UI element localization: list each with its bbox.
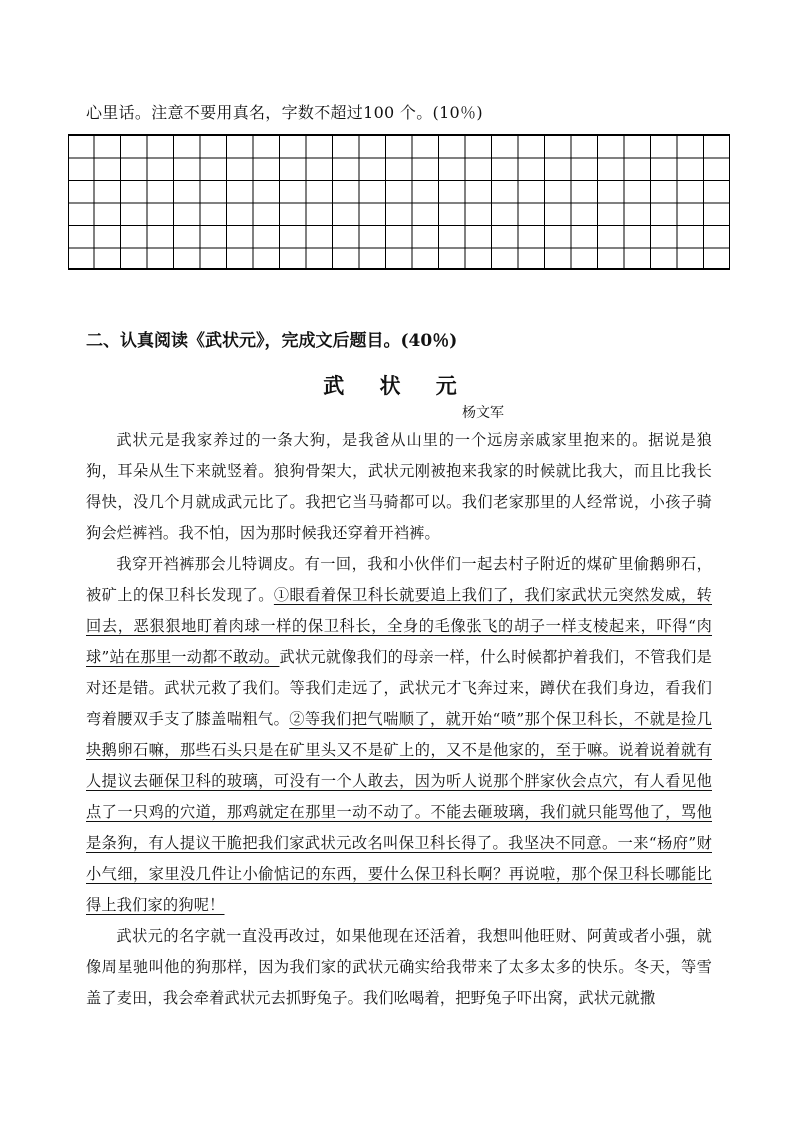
paragraph-3	[86, 921, 712, 1014]
writing-grid[interactable]	[68, 134, 730, 270]
article-author: 杨文军	[462, 405, 504, 421]
underlined-sentence-1: ①眼看着保卫科长就要追上我们了，我们家武状元突然发威，转回去，恶狠狠地盯着肉球一样的保卫科长，全身的毛像张飞的胡子一样支棱起来，吓得“肉球”站在那里一动都不敢动。	[86, 586, 712, 666]
underlined-sentence-2: ②等我们把气喘顺了，就开始“喷”那个保卫科长，不就是捡几块鹅卵石嘛，那些石头只是在矿里头又不是矿上的，又不是他家的，至于嘛。说着说着就有人提议去砸保卫科的玻璃，可没有一个人敢去，因为听人说那个胖家伙会点穴，有人看见他点了一只鸡的穴道，那鸡就定在那里一动不动了。不能去砸玻璃，我们就只能骂他了，骂他是条狗，有人提议干脆把我们家武状元改名叫保卫科长得了。我坚决不同意。一来“杨府”财小气细，家里没几件让小偷惦记的东西，要什么保卫科长啊？再说啦，那个保卫科长哪能比得上我们家的狗呢！	[86, 710, 712, 914]
article-body	[86, 425, 712, 1014]
paragraph-text: 武状元就像我们的母亲一样，什么时候都护着我们，不管我们是对还是错。武状元救了我们。等我们走远了，武状元才飞奔过来，蹲伏在我们身边，看我们弯着腰双手支了膝盖喘粗气。	[86, 648, 712, 728]
paragraph-text: 武状元是我家养过的一条大狗，是我爸从山里的一个远房亲戚家里抱来的。据说是狼狗，耳朵从生下来就竖着。狼狗骨架大，武状元刚被抱来我家的时候就比我大，而且比我长得快，没几个月就成武元比了。我把它当马骑都可以。我们老家那里的人经常说，小孩子骑狗会烂裤裆。我不怕，因为那时候我还穿着开裆裤。	[86, 431, 712, 542]
paragraph-text: 武状元的名字就一直没再改过，如果他现在还活着，我想叫他旺财、阿黄或者小强，就像周星驰叫他的狗那样，因为我们家的武状元确实给我带来了太多太多的快乐。冬天，等雪盖了麦田，我会牵着武状元去抓野兔子。我们吆喝着，把野兔子吓出窝，武状元就撒	[86, 927, 712, 1007]
paragraph-2	[86, 549, 712, 921]
section-heading: 二、认真阅读《武状元》，完成文后题目。(40％)	[86, 331, 458, 351]
paragraph-1	[86, 425, 712, 549]
article-title: 武 状 元	[323, 374, 471, 398]
paragraph-text: 我穿开裆裤那会儿特调皮。有一回，我和小伙伴们一起去村子附近的煤矿里偷鹅卵石，被矿上的保卫科长发现了。	[86, 555, 712, 604]
writing-prompt: 心里话。注意不要用真名，字数不超过100 个。(10％)	[86, 103, 483, 122]
